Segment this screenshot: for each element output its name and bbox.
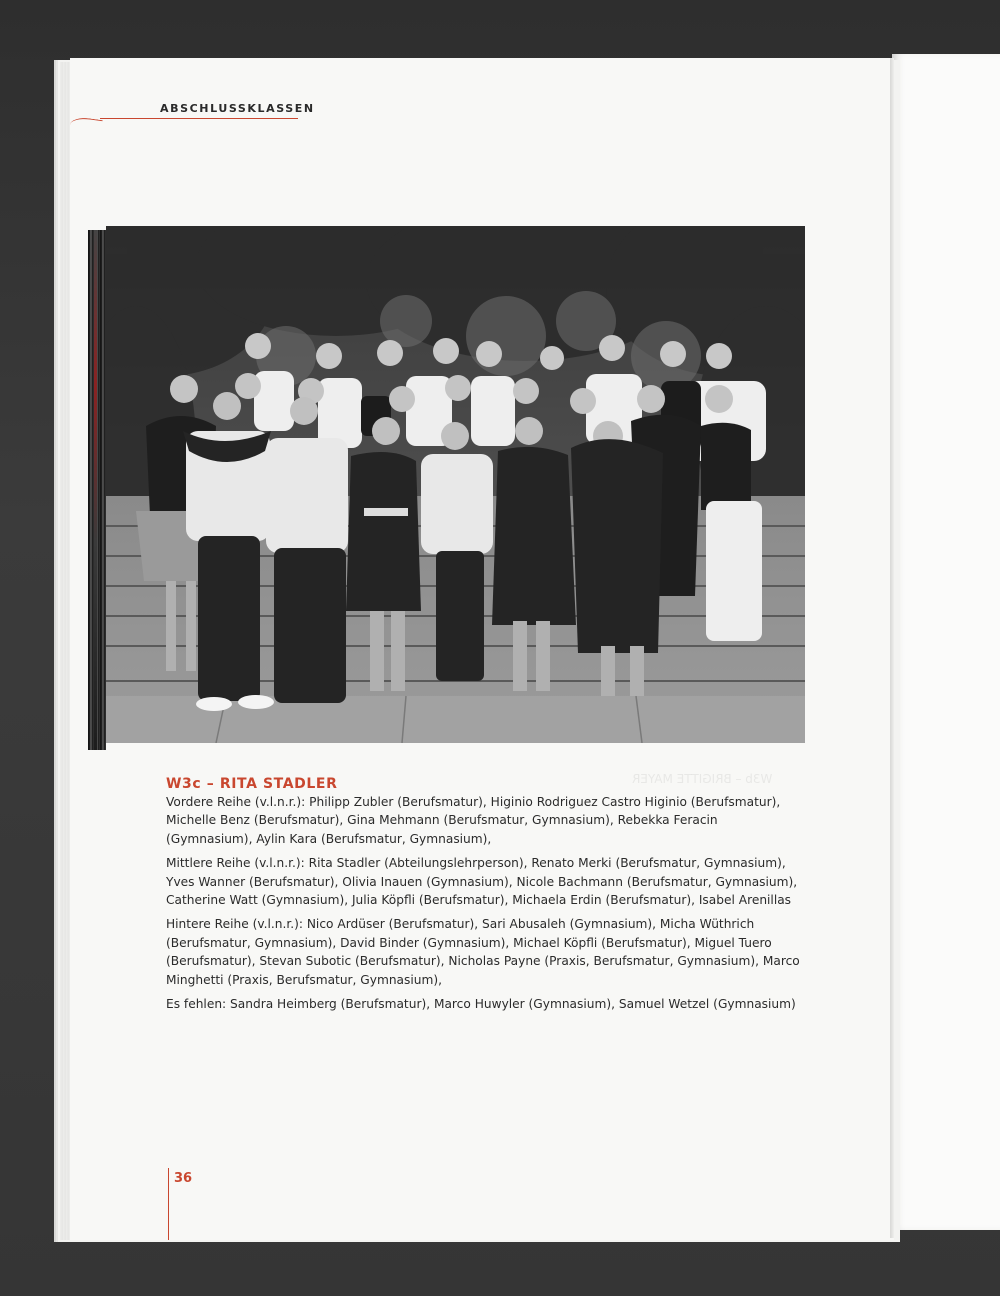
section-label: ABSCHLUSSKLASSEN — [160, 102, 315, 115]
group-photo — [106, 226, 805, 743]
missing-text: Es fehlen: Sandra Heimberg (Berufsmatur), Marco Huwyler (Gymnasium), Samuel Wetzel (Gymnasium) — [166, 997, 796, 1012]
bleedthrough-text: W3b – BRIGITTE MAYER — [632, 772, 773, 786]
gutter — [890, 58, 894, 1238]
group-photo-icon — [106, 226, 805, 743]
page-number: 36 — [174, 1171, 193, 1186]
front-row-text: Vordere Reihe (v.l.n.r.): Philipp Zubler (Berufsmatur), Higinio Rodriguez Castro Higinio (Berufsmatur), Michelle Benz (Berufsmatur), Gina Mehmann (Berufsmatur, Gymnasium), Rebekka Feracin (Gymnasium), Aylin Kara (Berufsmatur, Gymnasium), — [166, 795, 781, 846]
facing-page — [892, 54, 1000, 1230]
section-rule — [100, 118, 298, 119]
caption-title: W3c – RITA STADLER — [166, 776, 338, 792]
middle-row-text: Mittlere Reihe (v.l.n.r.): Rita Stadler (Abteilungslehrperson), Renato Merki (Berufsmatur, Gymnasium), Yves Wanner (Berufsmatur), Olivia Inauen (Gymnasium), Nicole Bachmann (Berufsmatur, Gymnasium), Catherine Watt (Gymnasium), Julia Köpfli (Berufsmatur), Michaela Erdin (Berufsmatur), Isabel Arenillas — [166, 856, 798, 908]
caption-body — [166, 793, 804, 1019]
back-row-text: Hintere Reihe (v.l.n.r.): Nico Ardüser (Berufsmatur), Sari Abusaleh (Gymnasium), Micha Wüthrich (Berufsmatur, Gymnasium), David Binder (Gymnasium), Michael Köpfli (Berufsmatur), Miguel Tuero (Berufsmatur), Stevan Subotic (Berufsmatur), Nicholas Payne (Praxis, Berufsmatur, Gymnasium), Marco Minghetti (Praxis, Berufsmatur, Gymnasium), — [166, 917, 800, 987]
page-number-rule — [168, 1168, 169, 1240]
photo-bleed-edge — [88, 230, 106, 750]
